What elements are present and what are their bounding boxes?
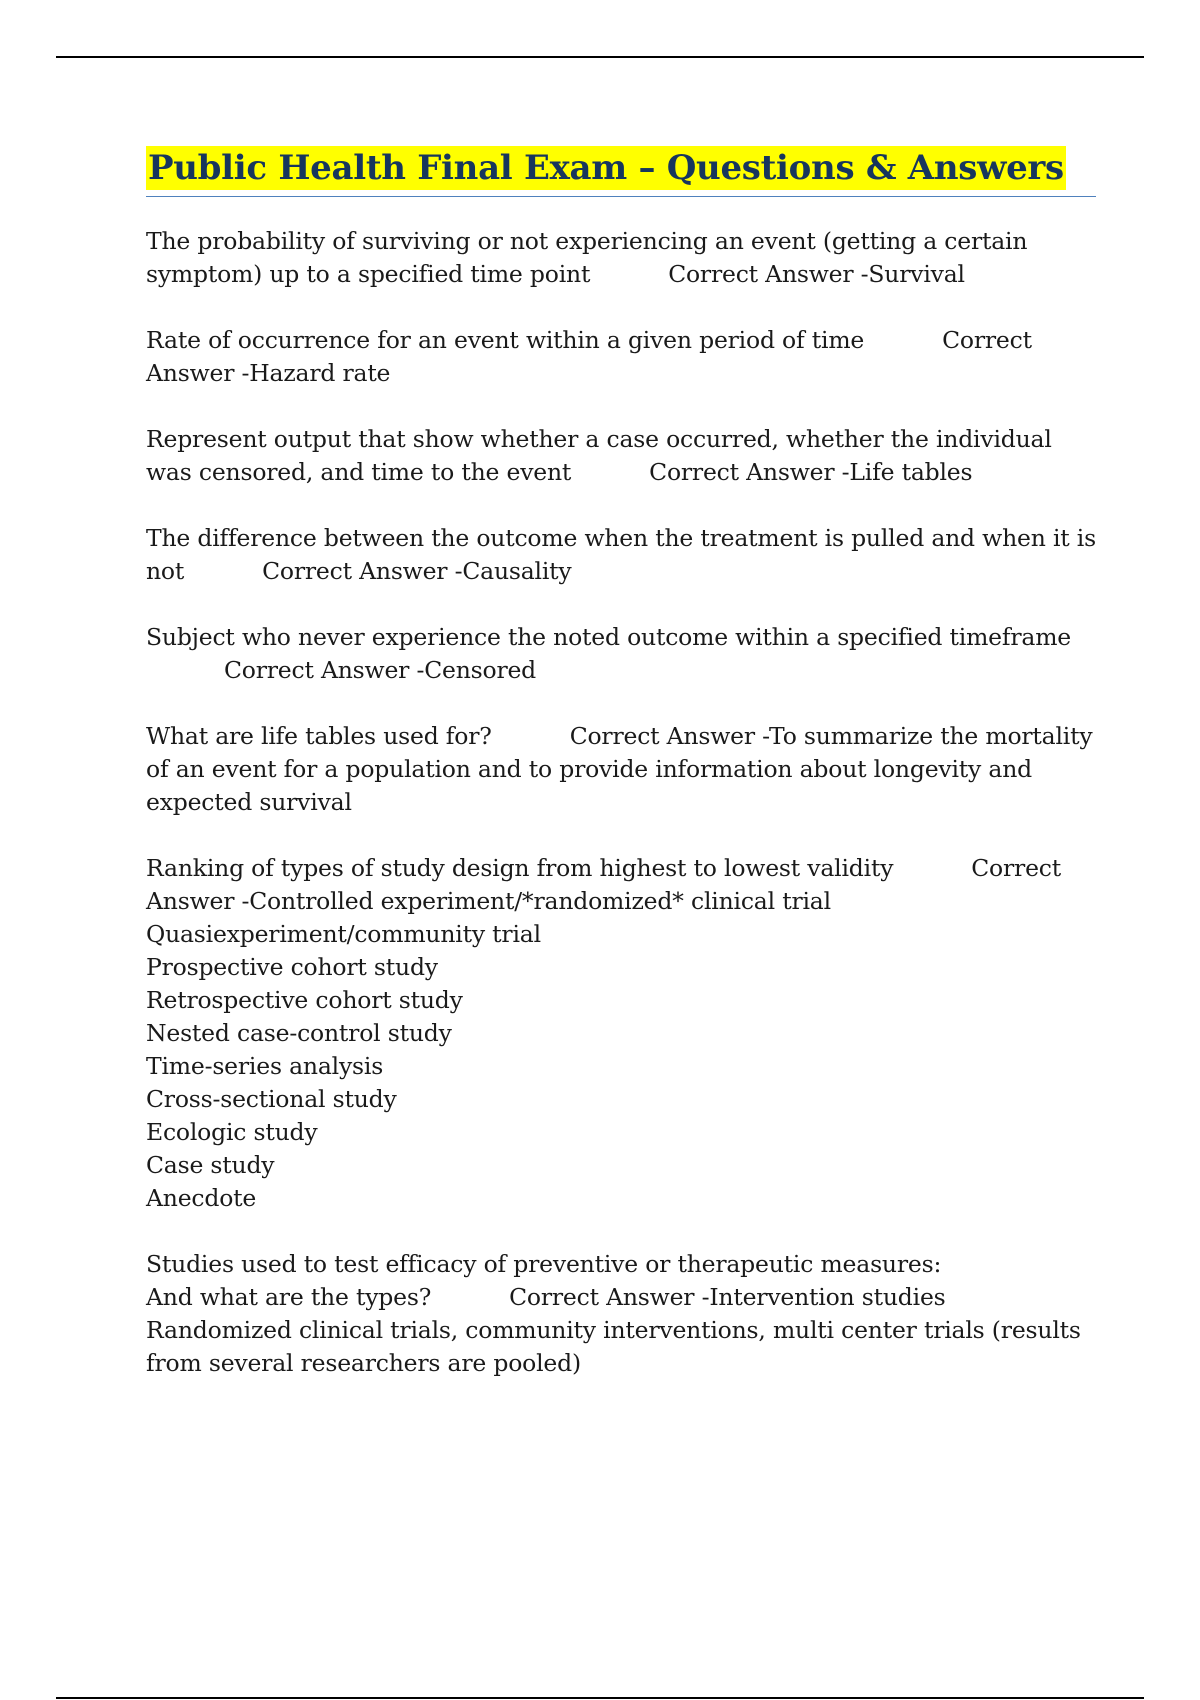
- answer-line: Prospective cohort study: [146, 953, 438, 981]
- qa-item: [146, 852, 1096, 1215]
- answer-line: Randomized clinical trials, community interventions, multi center trials (results from several researchers are pooled): [146, 1316, 1089, 1377]
- qa-item: [146, 324, 1096, 390]
- qa-item: [146, 225, 1096, 291]
- question-text: Ranking of types of study design from highest to lowest validity: [146, 854, 894, 882]
- answer-text: Correct Answer -Causality: [262, 557, 572, 585]
- answer-line: Case study: [146, 1151, 275, 1179]
- answer-text: Correct Answer -Hazard rate: [146, 326, 1040, 387]
- title-underline: [146, 146, 1096, 197]
- question-text: What are life tables used for?: [146, 722, 492, 750]
- answer-line: Quasiexperiment/community trial: [146, 920, 541, 948]
- question-text: The difference between the outcome when the treatment is pulled and when it is not: [146, 524, 1104, 585]
- answer-text: Correct Answer -Censored: [224, 656, 537, 684]
- qa-item: [146, 720, 1100, 819]
- answer-text: Correct Answer -Controlled experiment/*randomized* clinical trial: [146, 854, 1069, 915]
- answer-text: Correct Answer -Intervention studies: [509, 1283, 946, 1311]
- answer-line: Anecdote: [146, 1184, 257, 1212]
- qa-item: [146, 423, 1096, 489]
- question-text: The probability of surviving or not experiencing an event (getting a certain symptom) up to a specified time point: [146, 227, 1035, 288]
- answer-line: Cross-sectional study: [146, 1085, 397, 1113]
- answer-line: Nested case-control study: [146, 1019, 452, 1047]
- answer-text: Correct Answer -Survival: [668, 260, 965, 288]
- document-body: [146, 146, 1104, 1413]
- qa-list: [146, 225, 1104, 1380]
- question-text: Represent output that show whether a case occurred, whether the individual was censored, and time to the event: [146, 425, 1059, 486]
- answer-line: Retrospective cohort study: [146, 986, 463, 1014]
- page-title: Public Health Final Exam – Questions & Answers: [148, 148, 1064, 188]
- question-text: Studies used to test efficacy of preventive or therapeutic measures: And what are the types?: [146, 1250, 942, 1311]
- answer-line: Ecologic study: [146, 1118, 318, 1146]
- qa-item: [146, 522, 1104, 588]
- question-text: Rate of occurrence for an event within a given period of time: [146, 326, 865, 354]
- qa-item: [146, 621, 1096, 687]
- question-text: Subject who never experience the noted outcome within a specified timeframe: [146, 623, 1072, 651]
- answer-text: Correct Answer -Life tables: [649, 458, 973, 486]
- answer-text: Correct Answer -To summarize the mortality of an event for a population and to provide information about longevity and expected survival: [146, 722, 1100, 816]
- bottom-rule: [56, 1697, 1144, 1699]
- top-rule: [56, 56, 1144, 58]
- qa-item: [146, 1248, 1096, 1380]
- answer-line: Time-series analysis: [146, 1052, 384, 1080]
